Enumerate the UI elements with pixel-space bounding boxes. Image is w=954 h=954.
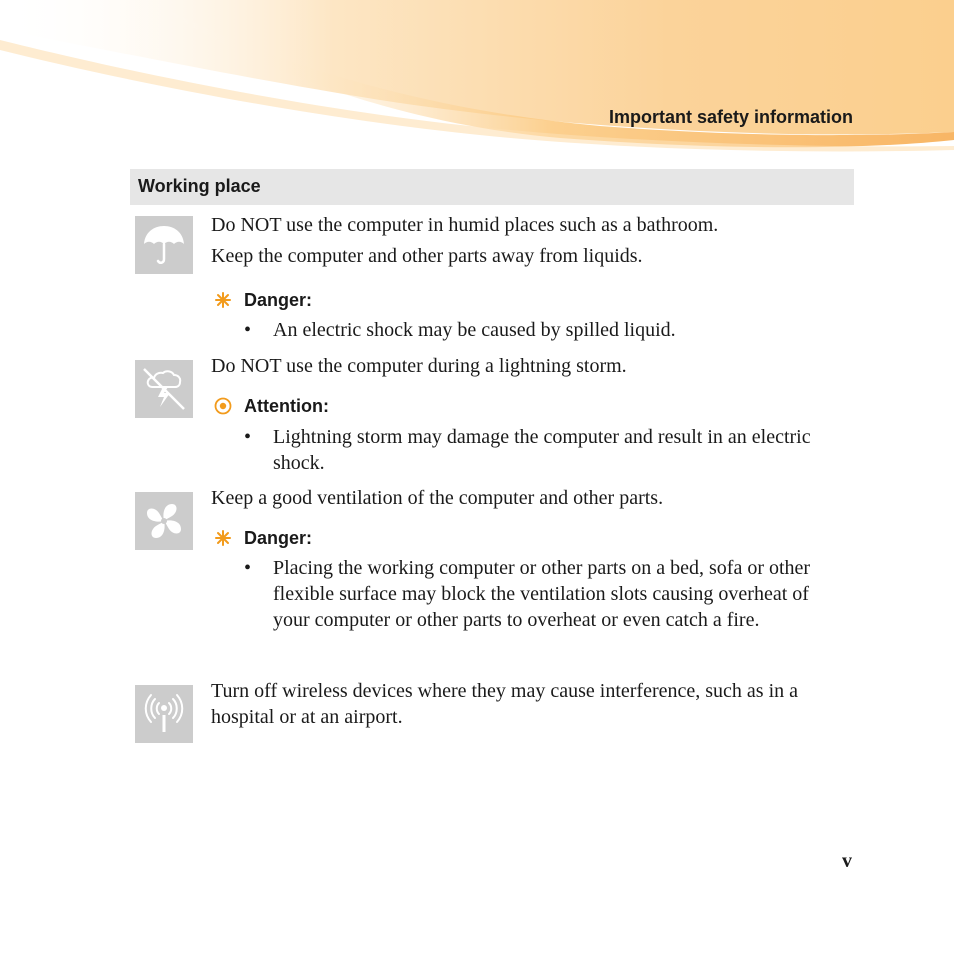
fan-icon [135, 492, 193, 550]
block3-line1: Keep a good ventilation of the computer and other parts. [211, 487, 664, 509]
block3-bullet [244, 555, 844, 633]
wireless-icon [135, 685, 193, 743]
notice-label: Danger: [244, 289, 313, 310]
danger-icon [213, 290, 233, 310]
block1-line1: Do NOT use the computer in humid places such as a bathroom. [211, 214, 719, 236]
block1-bullet [244, 317, 844, 343]
bullet-dot: • [244, 319, 252, 341]
attention-icon [213, 396, 233, 416]
header-swoosh [0, 0, 954, 160]
header-title: Important safety information [608, 107, 853, 127]
no-lightning-icon [135, 360, 193, 418]
bullet-text: Lightning storm may damage the computer and result in an electric shock. [273, 426, 811, 474]
block1-danger-label [213, 288, 312, 312]
notice-label: Danger: [244, 527, 313, 548]
block2-line1: Do NOT use the computer during a lightning storm. [211, 355, 627, 377]
danger-icon [213, 528, 233, 548]
bullet-text: Placing the working computer or other parts on a bed, sofa or other flexible surface may block the ventilation slots causing overheat of your computer or other parts to overheat or even catch a fire. [273, 557, 811, 631]
notice-label: Attention: [244, 395, 329, 416]
block4-line1: Turn off wireless devices where they may cause interference, such as in a hospital or at an airport. [211, 680, 799, 728]
block1-line2: Keep the computer and other parts away from liquids. [211, 245, 643, 267]
block2-bullet [244, 424, 844, 476]
page-number: v [842, 850, 852, 872]
section-heading-bar [130, 169, 854, 205]
bullet-dot: • [244, 426, 252, 448]
section-title: Working place [138, 176, 261, 196]
bullet-dot: • [244, 557, 252, 579]
bullet-text: An electric shock may be caused by spilled liquid. [273, 319, 676, 341]
header-band [0, 0, 954, 160]
block3-danger-label [213, 526, 312, 550]
umbrella-icon [135, 216, 193, 274]
block2-attention-label [213, 394, 329, 418]
